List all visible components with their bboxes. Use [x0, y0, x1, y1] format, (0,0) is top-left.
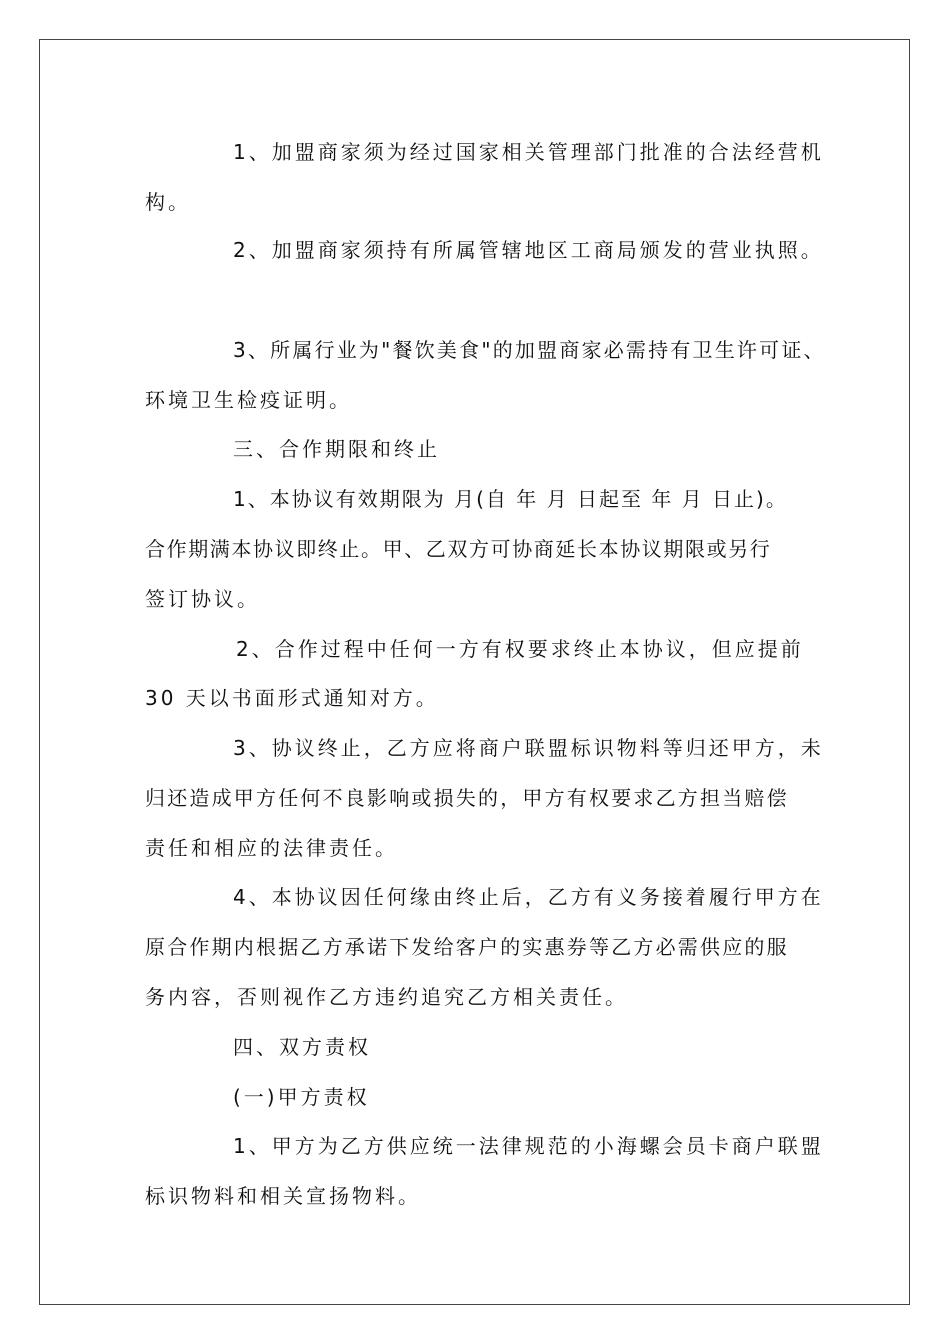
term-clause-4-line-1: 4、本协议因任何缘由终止后，乙方有义务接着履行甲方在 [233, 885, 824, 909]
party-a-clause-1-line-1: 1、甲方为乙方供应统一法律规范的小海螺会员卡商户联盟 [233, 1134, 824, 1158]
term-clause-3-line-2: 归还造成甲方任何不良影响或损失的，甲方有权要求乙方担当赔偿 [145, 786, 789, 810]
clause-1-line-2: 构。 [145, 190, 191, 214]
term-clause-2-line-2: 30 天以书面形式通知对方。 [145, 686, 439, 710]
clause-3-line-2: 环境卫生检疫证明。 [145, 388, 352, 412]
subsection-party-a-heading: (一)甲方责权 [233, 1085, 370, 1109]
term-clause-4-line-2: 原合作期内根据乙方承诺下发给客户的实惠券等乙方必需供应的服 [145, 935, 789, 959]
clause-1-line-1: 1、加盟商家须为经过国家相关管理部门批准的合法经营机 [233, 140, 824, 164]
section-3-heading: 三、合作期限和终止 [233, 437, 440, 461]
term-clause-3-line-1: 3、协议终止，乙方应将商户联盟标识物料等归还甲方，未 [233, 736, 824, 760]
term-clause-4-line-3: 务内容，否则视作乙方违约追究乙方相关责任。 [145, 985, 628, 1009]
term-clause-3-line-3: 责任和相应的法律责任。 [145, 836, 398, 860]
clause-2-line-1: 2、加盟商家须持有所属管辖地区工商局颁发的营业执照。 [233, 238, 824, 262]
section-4-heading: 四、双方责权 [233, 1035, 371, 1059]
term-clause-1-line-2: 合作期满本协议即终止。甲、乙双方可协商延长本协议期限或另行 [145, 537, 772, 561]
page-border [39, 39, 910, 1305]
party-a-clause-1-line-2: 标识物料和相关宣扬物料。 [145, 1184, 421, 1208]
term-clause-1-line-1: 1、本协议有效期限为 月(自 年 月 日起至 年 月 日止)。 [233, 487, 788, 511]
clause-3-line-1: 3、所属行业为"餐饮美食"的加盟商家必需持有卫生许可证、 [233, 338, 826, 362]
term-clause-1-line-3: 签订协议。 [145, 587, 260, 611]
term-clause-2-line-1: 2、合作过程中任何一方有权要求终止本协议，但应提前 [236, 637, 804, 661]
